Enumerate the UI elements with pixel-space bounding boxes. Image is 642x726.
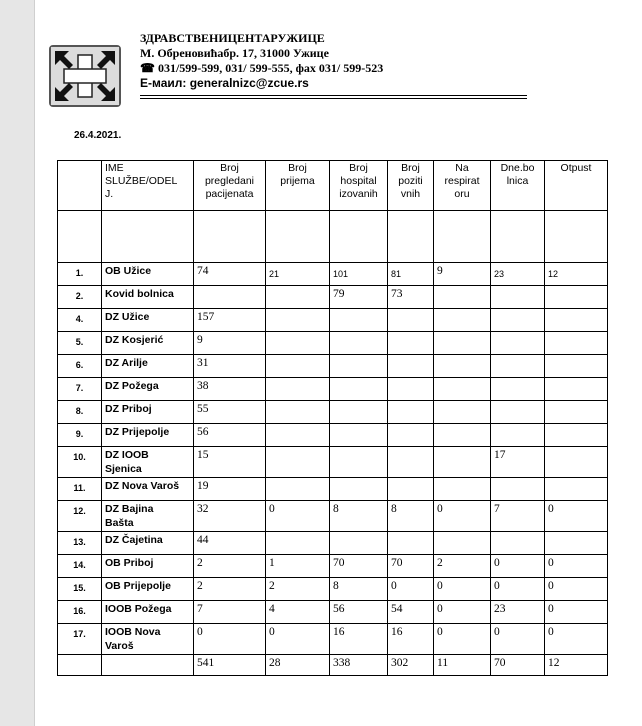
row-name: DZ Čajetina (102, 532, 194, 555)
table-row (58, 624, 608, 655)
row-name: Kovid bolnica (102, 286, 194, 309)
row-number: 14. (58, 555, 102, 578)
cell-pozitivnih (388, 378, 434, 401)
row-name: DZ IOOB Sjenica (102, 447, 194, 478)
cell-dnevna-bolnica (491, 332, 545, 355)
row-number: 7. (58, 378, 102, 401)
total-dnevna-bolnica: 70 (491, 655, 545, 676)
row-number: 15. (58, 578, 102, 601)
row-name: DZ Prijepolje (102, 424, 194, 447)
table-row (58, 424, 608, 447)
cell-respirator (434, 309, 491, 332)
cell-respirator: 0 (434, 624, 491, 655)
cell-pregledani: 31 (194, 355, 266, 378)
cell-hospitalizovanih (330, 401, 388, 424)
cell-otpust: 0 (545, 555, 608, 578)
cell-pozitivnih: 70 (388, 555, 434, 578)
org-email[interactable]: Е-маил: generalnizc@zcue.rs (140, 76, 309, 90)
cell-otpust: 0 (545, 501, 608, 532)
col-header-respirator: Na respirat oru (434, 161, 491, 211)
cell-otpust (545, 447, 608, 478)
table-row (58, 332, 608, 355)
cell-pregledani: 38 (194, 378, 266, 401)
statistics-table (57, 160, 608, 676)
cell-prijema (266, 332, 330, 355)
cell-pregledani: 32 (194, 501, 266, 532)
row-number: 9. (58, 424, 102, 447)
row-name: DZ Bajina Bašta (102, 501, 194, 532)
cell-dnevna-bolnica (491, 401, 545, 424)
cell-prijema (266, 378, 330, 401)
cell-hospitalizovanih (330, 332, 388, 355)
cell-dnevna-bolnica (491, 355, 545, 378)
org-phones: ☎ 031/599-599, 031/ 599-555, фах 031/ 599-523 (140, 61, 384, 75)
col-header-pregledani: Broj pregledani pacijenata (194, 161, 266, 211)
row-name: OB Prijepolje (102, 578, 194, 601)
cell-hospitalizovanih (330, 309, 388, 332)
cell-pregledani (194, 286, 266, 309)
total-otpust: 12 (545, 655, 608, 676)
cell-dnevna-bolnica (491, 478, 545, 501)
cell-pozitivnih (388, 424, 434, 447)
table-row (58, 355, 608, 378)
cell-hospitalizovanih: 79 (330, 286, 388, 309)
cell-otpust (545, 532, 608, 555)
table-row (58, 286, 608, 309)
cell-hospitalizovanih: 16 (330, 624, 388, 655)
cell-prijema (266, 309, 330, 332)
table-row (58, 447, 608, 478)
org-name: ЗДРАВСТВЕНИЦЕНТАРУЖИЦЕ (140, 31, 325, 45)
cell-prijema (266, 424, 330, 447)
cell-otpust (545, 401, 608, 424)
table-row (58, 601, 608, 624)
row-name: OB Priboj (102, 555, 194, 578)
total-hospitalizovanih: 338 (330, 655, 388, 676)
cell-respirator (434, 332, 491, 355)
cell-prijema (266, 532, 330, 555)
blank-row (58, 211, 608, 263)
cell-dnevna-bolnica (491, 378, 545, 401)
col-header-hospitalizovanih: Broj hospital izovanih (330, 161, 388, 211)
cell-pozitivnih (388, 309, 434, 332)
cell-otpust: 12 (545, 263, 608, 286)
totals-row (58, 655, 608, 676)
cell-pozitivnih: 8 (388, 501, 434, 532)
cell-respirator: 2 (434, 555, 491, 578)
cell-pozitivnih (388, 401, 434, 424)
cell-hospitalizovanih (330, 378, 388, 401)
cell-otpust (545, 309, 608, 332)
table-row (58, 555, 608, 578)
cell-respirator (434, 286, 491, 309)
org-address: М. Обреновићабр. 17, 31000 Ужице (140, 46, 329, 60)
cell-pozitivnih (388, 355, 434, 378)
total-pozitivnih: 302 (388, 655, 434, 676)
header-row (58, 161, 608, 211)
row-number: 10. (58, 447, 102, 478)
row-number: 17. (58, 624, 102, 655)
cell-dnevna-bolnica: 7 (491, 501, 545, 532)
cell-pregledani: 15 (194, 447, 266, 478)
header-divider (140, 95, 527, 96)
row-number: 5. (58, 332, 102, 355)
col-header-dnevna-bolnica: Dne.bo lnica (491, 161, 545, 211)
cell-pozitivnih (388, 447, 434, 478)
row-number: 8. (58, 401, 102, 424)
cell-prijema: 2 (266, 578, 330, 601)
cell-pregledani: 9 (194, 332, 266, 355)
cell-respirator: 0 (434, 601, 491, 624)
cell-dnevna-bolnica (491, 532, 545, 555)
cell-hospitalizovanih: 8 (330, 501, 388, 532)
report-date: 26.4.2021. (74, 130, 122, 141)
row-number: 11. (58, 478, 102, 501)
cell-respirator: 9 (434, 263, 491, 286)
cell-dnevna-bolnica: 0 (491, 578, 545, 601)
table-row (58, 501, 608, 532)
cell-respirator (434, 532, 491, 555)
cell-pozitivnih: 0 (388, 578, 434, 601)
row-name: DZ Priboj (102, 401, 194, 424)
row-name: DZ Kosjerić (102, 332, 194, 355)
cell-dnevna-bolnica (491, 309, 545, 332)
row-name: IOOB Požega (102, 601, 194, 624)
cell-respirator (434, 401, 491, 424)
table-row (58, 532, 608, 555)
cell-prijema: 4 (266, 601, 330, 624)
cell-dnevna-bolnica (491, 286, 545, 309)
cell-respirator (434, 424, 491, 447)
row-number: 4. (58, 309, 102, 332)
medical-cross-logo-icon (49, 45, 121, 107)
cell-prijema: 0 (266, 501, 330, 532)
cell-dnevna-bolnica: 23 (491, 601, 545, 624)
row-name: DZ Arilje (102, 355, 194, 378)
cell-pregledani: 55 (194, 401, 266, 424)
row-number: 13. (58, 532, 102, 555)
cell-otpust (545, 378, 608, 401)
letterhead (140, 31, 383, 91)
cell-hospitalizovanih (330, 424, 388, 447)
cell-pregledani: 19 (194, 478, 266, 501)
table-row (58, 478, 608, 501)
row-name: DZ Užice (102, 309, 194, 332)
cell-dnevna-bolnica: 23 (491, 263, 545, 286)
cell-prijema: 21 (266, 263, 330, 286)
col-header-pozitivnih: Broj poziti vnih (388, 161, 434, 211)
cell-prijema (266, 478, 330, 501)
col-header-name: IME SLUŽBE/ODEL J. (102, 161, 194, 211)
cell-respirator (434, 378, 491, 401)
row-name: IOOB Nova Varoš (102, 624, 194, 655)
cell-pregledani: 0 (194, 624, 266, 655)
cell-otpust: 0 (545, 578, 608, 601)
cell-hospitalizovanih: 8 (330, 578, 388, 601)
row-number: 1. (58, 263, 102, 286)
cell-dnevna-bolnica: 0 (491, 624, 545, 655)
cell-pregledani: 74 (194, 263, 266, 286)
cell-otpust (545, 424, 608, 447)
row-number: 2. (58, 286, 102, 309)
cell-pozitivnih (388, 332, 434, 355)
cell-otpust (545, 286, 608, 309)
cell-prijema (266, 286, 330, 309)
cell-prijema (266, 355, 330, 378)
row-name: OB Užice (102, 263, 194, 286)
cell-respirator (434, 478, 491, 501)
cell-respirator: 0 (434, 501, 491, 532)
total-respirator: 11 (434, 655, 491, 676)
cell-hospitalizovanih (330, 532, 388, 555)
table-row (58, 578, 608, 601)
cell-pozitivnih: 81 (388, 263, 434, 286)
col-header-num (58, 161, 102, 211)
cell-dnevna-bolnica (491, 424, 545, 447)
row-name: DZ Požega (102, 378, 194, 401)
table-body (58, 263, 608, 655)
cell-respirator (434, 447, 491, 478)
cell-hospitalizovanih: 70 (330, 555, 388, 578)
cell-respirator (434, 355, 491, 378)
cell-hospitalizovanih (330, 447, 388, 478)
cell-respirator: 0 (434, 578, 491, 601)
cell-otpust (545, 355, 608, 378)
row-number: 12. (58, 501, 102, 532)
row-number: 6. (58, 355, 102, 378)
table-row (58, 263, 608, 286)
cell-pregledani: 56 (194, 424, 266, 447)
cell-otpust: 0 (545, 624, 608, 655)
table-row (58, 401, 608, 424)
header-divider-second (140, 98, 527, 99)
table-row (58, 309, 608, 332)
cell-hospitalizovanih (330, 478, 388, 501)
cell-prijema: 1 (266, 555, 330, 578)
cell-hospitalizovanih: 56 (330, 601, 388, 624)
cell-otpust: 0 (545, 601, 608, 624)
cell-otpust (545, 478, 608, 501)
cell-pregledani: 2 (194, 578, 266, 601)
table-row (58, 378, 608, 401)
cell-otpust (545, 332, 608, 355)
row-name: DZ Nova Varoš (102, 478, 194, 501)
cell-prijema: 0 (266, 624, 330, 655)
cell-pozitivnih (388, 532, 434, 555)
cell-pregledani: 2 (194, 555, 266, 578)
col-header-prijema: Broj prijema (266, 161, 330, 211)
cell-dnevna-bolnica: 0 (491, 555, 545, 578)
cell-pregledani: 7 (194, 601, 266, 624)
cell-pozitivnih: 54 (388, 601, 434, 624)
cell-dnevna-bolnica: 17 (491, 447, 545, 478)
cell-pregledani: 44 (194, 532, 266, 555)
cell-hospitalizovanih: 101 (330, 263, 388, 286)
cell-pozitivnih (388, 478, 434, 501)
col-header-otpust: Otpust (545, 161, 608, 211)
cell-pozitivnih: 16 (388, 624, 434, 655)
cell-prijema (266, 401, 330, 424)
cell-pozitivnih: 73 (388, 286, 434, 309)
page-margin-bar (0, 0, 35, 726)
row-number: 16. (58, 601, 102, 624)
total-prijema: 28 (266, 655, 330, 676)
cell-pregledani: 157 (194, 309, 266, 332)
cell-hospitalizovanih (330, 355, 388, 378)
total-pregledani: 541 (194, 655, 266, 676)
cell-prijema (266, 447, 330, 478)
